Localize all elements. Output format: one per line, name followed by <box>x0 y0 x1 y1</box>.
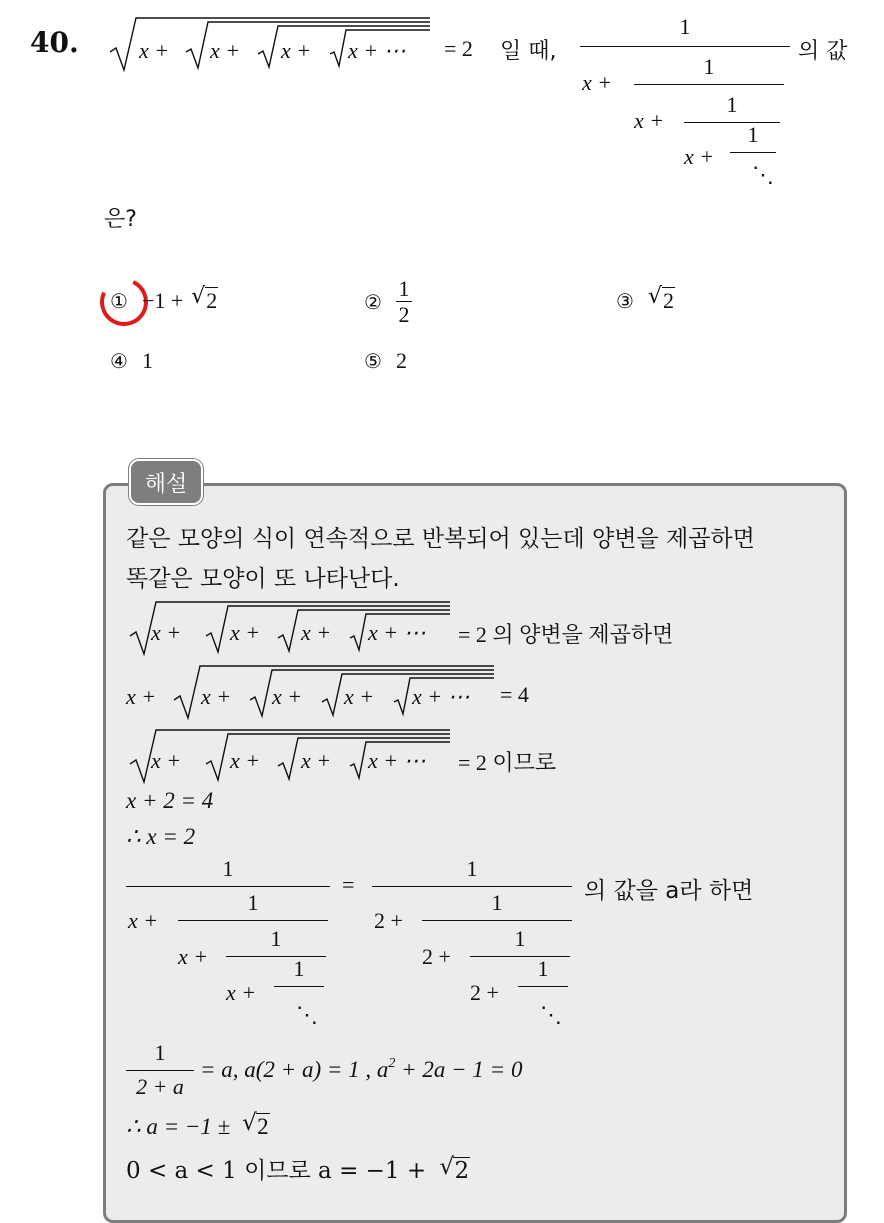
sqrt-symbol: √ 2 <box>439 1154 470 1184</box>
choice-5[interactable] <box>364 348 407 374</box>
text-value-of: 의 값 <box>798 39 848 64</box>
eq6-rest: = a, a(2 + a) = 1 , $a^2 + 2a - 1 = 0$ <box>200 1056 523 1082</box>
eq2-prefix: x + <box>126 684 157 709</box>
eq5: ∴ x = 2 <box>126 824 196 849</box>
radical-term-3: x + <box>281 38 312 63</box>
eq1-suffix: = 2 의 양변을 제곱하면 <box>458 622 674 647</box>
eq2-suffix: = 4 <box>500 682 529 707</box>
solution-box <box>103 483 847 1223</box>
cf-numerator: 1 <box>679 14 691 39</box>
text-eun: 은? <box>104 207 137 232</box>
sqrt-symbol: √ 2 <box>242 1110 269 1139</box>
question-number: 40. <box>30 26 79 59</box>
cf-x-plus-2: x + <box>634 108 665 133</box>
eq3-suffix: = 2 이므로 <box>458 750 557 775</box>
eq4: x + 2 = 4 <box>126 788 214 813</box>
eq6-fraction: 1 2 + a <box>126 1040 196 1104</box>
cf-dots: ⋱ <box>752 162 774 187</box>
text-when: 일 때, <box>500 39 557 64</box>
cf-equals: = <box>342 872 355 897</box>
choice-4-value: 1 <box>141 348 153 373</box>
choice-1-value: −1 + <box>141 288 184 313</box>
sqrt-symbol: √ 2 <box>191 284 218 313</box>
cf-x-plus-1: x + <box>582 70 613 95</box>
eq8: 0 < a < 1 이므로 a = −1 + √ 2 <box>126 1154 470 1184</box>
choice-5-value: 2 <box>395 348 407 373</box>
choice-1[interactable] <box>110 284 218 314</box>
cf-suffix: 의 값을 a라 하면 <box>584 878 754 904</box>
choice-5-number: ⑤ <box>364 349 382 373</box>
choice-1-number: ① <box>110 289 128 313</box>
radical-term-4: x + ⋯ <box>348 38 406 63</box>
solution-line-1: 같은 모양의 식이 연속적으로 반복되어 있는데 양변을 제곱하면 <box>126 526 755 552</box>
choice-3[interactable] <box>616 284 675 314</box>
continued-fraction-x: 1 x + 1 x + 1 x + 1 ⋱ <box>126 856 336 1036</box>
radical-term-2: x + <box>210 38 241 63</box>
choice-2[interactable] <box>364 276 412 328</box>
solution-tag: 해설 <box>129 459 203 505</box>
choice-2-number: ② <box>364 289 382 314</box>
radical-term-1: x + <box>139 38 170 63</box>
eq7: ∴ a = −1 ± √ 2 <box>126 1110 269 1139</box>
equals-two: = 2 <box>444 36 473 61</box>
choice-4-number: ④ <box>110 349 128 373</box>
choice-3-number: ③ <box>616 289 634 313</box>
choice-2-fraction: $\frac{1}{2}$ <box>396 276 412 328</box>
continued-fraction-two: 1 2 + 1 2 + 1 2 + 1 ⋱ <box>372 856 582 1036</box>
sqrt-symbol: √ 2 <box>647 284 674 313</box>
continued-fraction-question: 1 x + 1 x + 1 x + 1 ⋱ <box>580 14 800 194</box>
choice-4[interactable] <box>110 348 153 374</box>
cf-x-plus-3: x + <box>684 144 715 169</box>
solution-line-2: 똑같은 모양이 또 나타난다. <box>126 566 400 592</box>
